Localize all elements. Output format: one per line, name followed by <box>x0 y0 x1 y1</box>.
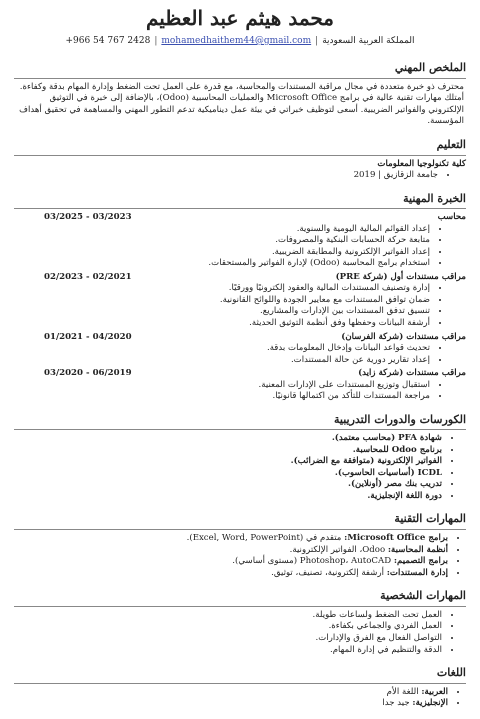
section-title-soft-skills: المهارات الشخصية <box>14 589 466 607</box>
job-date: 01/2021 - 04/2020 <box>44 331 132 342</box>
section-title-languages: اللغات <box>14 666 466 684</box>
list-item: • دورة اللغة الإنجليزية. <box>14 491 442 503</box>
list-item <box>14 687 448 699</box>
job-header <box>14 212 466 224</box>
list-item <box>14 533 448 545</box>
job-header <box>14 272 466 284</box>
location: المملكة العربية السعودية <box>322 36 415 46</box>
item-text: جيد جدا <box>382 698 413 709</box>
list-item: • تدريب بنك مصر (أونلاين). <box>14 479 442 491</box>
section-title-experience: الخبرة المهنية <box>14 192 466 210</box>
list-item: • برنامج Odoo للمحاسبة. <box>14 445 442 457</box>
job-title: محاسب <box>437 212 466 223</box>
job-duties-list <box>14 380 466 403</box>
list-item: • جامعة الزقازيق | 2019 <box>14 170 438 182</box>
list-item: • إعداد الفواتير الإلكترونية والمطابقة الضريبية. <box>14 247 430 259</box>
list-item: • إدارة وتصنيف المستندات المالية والعقود إلكترونيًا وورقيًا. <box>14 283 430 295</box>
list-item: • ضمان توافق المستندات مع معايير الجودة واللوائح القانونية. <box>14 295 430 307</box>
jobs-list <box>14 212 466 402</box>
list-item: • الدقة والتنظيم في إدارة المهام. <box>14 645 442 657</box>
tech-skills-list <box>14 533 466 579</box>
list-item <box>14 698 448 710</box>
courses-list <box>14 433 466 502</box>
job-duties-list <box>14 224 466 270</box>
candidate-name: محمد هيثم عبد العظيم <box>145 6 335 30</box>
list-item: • إعداد تقارير دورية عن حالة المستندات. <box>14 355 430 367</box>
list-item: • ICDL (أساسيات الحاسوب). <box>14 468 442 480</box>
list-item: • متابعة حركة الحسابات البنكية والمصروفات. <box>14 235 430 247</box>
job-title: مراقب مستندات (شركة زايد) <box>358 368 466 379</box>
email-link[interactable]: mohamedhaithem44@gmail.com <box>161 36 312 46</box>
item-text: متقدم في (Excel, Word, PowerPoint). <box>186 533 345 544</box>
section-title-summary: الملخص المهني <box>14 61 466 79</box>
item-text: أرشفة إلكترونية، تصنيف، توثيق. <box>271 567 387 578</box>
item-text: Photoshop، AutoCAD (مستوى أساسي). <box>232 556 394 567</box>
list-item <box>14 568 448 580</box>
education-list <box>14 170 466 182</box>
job-title: مراقب مستندات (شركة الفرسان) <box>341 331 466 342</box>
item-text: اللغة الأم <box>386 686 422 697</box>
list-item: • تحديث قواعد البيانات وإدخال المعلومات بدقة. <box>14 343 430 355</box>
contact-line <box>14 35 466 47</box>
item-label: إدارة المستندات: <box>386 567 448 578</box>
job-date: 02/2023 - 02/2021 <box>44 271 132 282</box>
job-duties-list <box>14 283 466 329</box>
section-title-courses: الكورسات والدورات التدريبية <box>14 413 466 431</box>
section-title-education: التعليم <box>14 138 466 156</box>
list-item: • مراجعة المستندات للتأكد من اكتمالها قانونيًا. <box>14 391 430 403</box>
separator: | <box>154 36 158 46</box>
item-label: برامج Microsoft Office: <box>344 533 448 544</box>
list-item: • العمل تحت الضغط ولساعات طويلة. <box>14 610 442 622</box>
separator: | <box>315 36 319 46</box>
list-item: • العمل الفردي والجماعي بكفاءة. <box>14 621 442 633</box>
job-date: 03/2025 - 03/2023 <box>44 212 132 223</box>
list-item: • إعداد القوائم المالية اليومية والسنوية. <box>14 224 430 236</box>
item-label: أنظمة المحاسبة: <box>387 544 448 555</box>
job-duties-list <box>14 343 466 366</box>
list-item: • أرشفة البيانات وحفظها وفق أنظمة التوثيق الحديثة. <box>14 318 430 330</box>
school-name: كلية تكنولوجيا المعلومات <box>377 158 466 169</box>
item-label: الإنجليزية: <box>412 698 448 709</box>
list-item: • تنسيق تدفق المستندات بين الإدارات والمشاريع. <box>14 306 430 318</box>
job-date: 03/2020 - 06/2019 <box>44 368 132 379</box>
section-title-tech-skills: المهارات التقنية <box>14 512 466 530</box>
job-header <box>14 368 466 380</box>
list-item <box>14 556 448 568</box>
list-item: • شهادة PFA (محاسب معتمد). <box>14 433 442 445</box>
item-label: العربية: <box>421 686 448 697</box>
list-item: • الفواتير الإلكترونية (متوافقة مع الضرائب). <box>14 456 442 468</box>
item-text: Odoo، الفواتير الإلكترونية. <box>289 544 388 555</box>
item-label: برامج التصميم: <box>393 556 448 567</box>
list-item: • التواصل الفعال مع الفرق والإدارات. <box>14 633 442 645</box>
summary-text: محترف ذو خبرة متعددة في مجال مراقبة المستندات والمحاسبة، مع قدرة على العمل تحت الضغط وإدارة المهام بدقة وكفاءة. أمتلك مهارات تقنية عالية في برامج Microsoft Office والعمليات المحاسبية (Odoo)، بالإضافة إلى خبرة في التوثيق الإلكتروني والفواتير الضريبية. أسعى لتوظيف خبراتي في بيئة عمل ديناميكية تدعم التطور المهني والمساهمة في تحقيق أهداف المؤسسة. <box>19 81 464 127</box>
job-title: مراقب مستندات أول (شركة PRE) <box>335 271 466 282</box>
phone: +966 54 767 2428 <box>65 36 151 46</box>
soft-skills-list <box>14 610 466 656</box>
list-item <box>14 545 448 557</box>
job-header <box>14 332 466 344</box>
list-item: • استقبال وتوزيع المستندات على الإدارات المعنية. <box>14 380 430 392</box>
list-item: • استخدام برامج المحاسبة (Odoo) لإدارة الفواتير والمستحقات. <box>14 258 430 270</box>
languages-list <box>14 687 466 710</box>
